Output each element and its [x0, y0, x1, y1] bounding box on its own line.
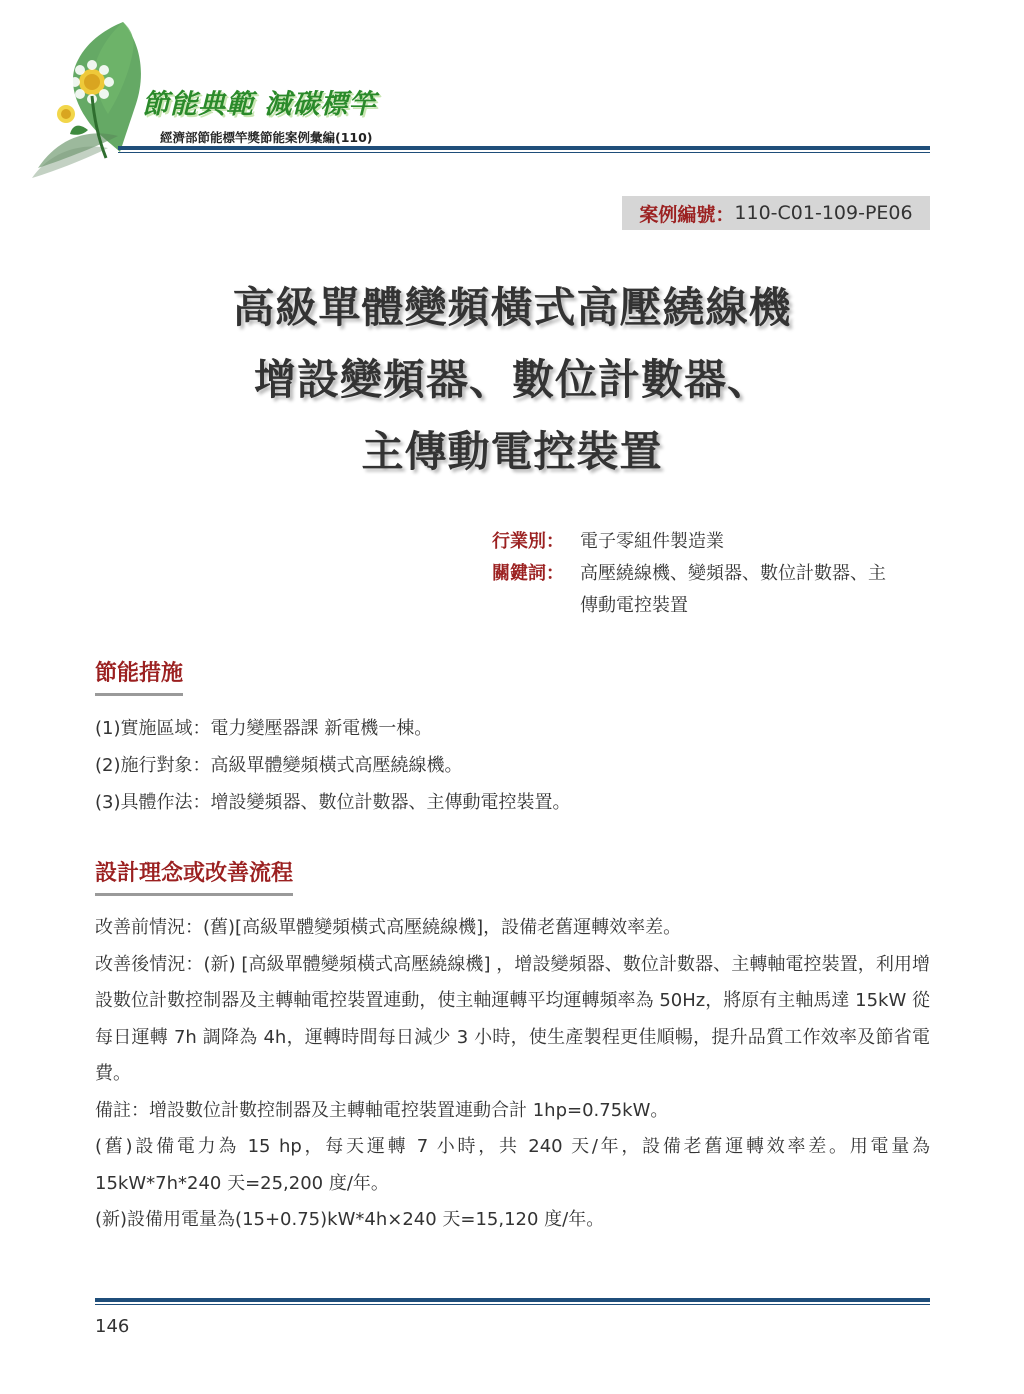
section-heading-measures: 節能措施	[95, 656, 183, 696]
industry-value: 電子零組件製造業	[580, 531, 724, 552]
brand-subtitle: 經濟部節能標竿獎節能案例彙編(110)	[160, 130, 373, 145]
keywords-label: 關鍵詞：	[492, 563, 564, 584]
page-number: 146	[95, 1316, 130, 1337]
title-line-3: 主傳動電控裝置	[361, 427, 663, 476]
list-item: (1)實施區域：電力變壓器課 新電機一棟。	[95, 718, 433, 739]
industry-row	[492, 526, 900, 558]
footer-divider-thin	[95, 1304, 930, 1305]
design-body	[95, 910, 930, 1239]
measures-list	[95, 710, 571, 821]
title-line-2: 增設變頻器、數位計數器、	[253, 355, 770, 404]
brand-title: 節能典範 減碳標竿	[142, 89, 377, 120]
paragraph: (新)設備用電量為(15+0.75)kW*4h×240 天=15,120 度/年。	[95, 1209, 605, 1230]
case-number-label: 案例編號：	[639, 203, 735, 226]
paragraph: 備註：增設數位計數控制器及主轉軸電控裝置連動合計 1hp=0.75kW。	[95, 1099, 669, 1121]
keywords-row	[492, 558, 900, 622]
industry-label: 行業別：	[492, 531, 564, 552]
footer-divider	[95, 1298, 930, 1302]
taiwan-flower-logo	[28, 18, 158, 178]
title-line-1: 高級單體變頻橫式高壓繞線機	[232, 283, 792, 332]
list-item: (2)施行對象：高級單體變頻橫式高壓繞線機。	[95, 755, 463, 776]
case-number-value: 110-C01-109-PE06	[734, 202, 913, 224]
paragraph: 改善後情況：(新) [高級單體變頻橫式高壓繞線機] ，增設變頻器、數位計數器、主轉軸電控裝置，利用增設數位計數控制器及主轉軸電控裝置連動，使主軸運轉平均運轉頻率為 50Hz，將原有主軸馬達 15kW 從每日運轉 7h 調降為 4h，運轉時間每日減少 3 小時，使生產製程更佳順暢，提升品質工作效率及節省電費。	[95, 953, 930, 1084]
page-title	[0, 272, 1024, 488]
case-number-box	[622, 196, 930, 230]
keywords-value: 高壓繞線機、變頻器、數位計數器、主傳動電控裝置	[580, 563, 886, 616]
header-divider-thin	[118, 152, 930, 153]
case-meta	[492, 526, 900, 622]
paragraph: (舊)設備電力為 15 hp，每天運轉 7 小時，共 240 天/年，設備老舊運轉效率差。用電量為 15kW*7h*240 天=25,200 度/年。	[95, 1136, 930, 1194]
header-divider	[118, 146, 930, 150]
paragraph: 改善前情況：(舊)[高級單體變頻橫式高壓繞線機]，設備老舊運轉效率差。	[95, 917, 682, 938]
section-heading-design: 設計理念或改善流程	[95, 856, 293, 896]
list-item: (3)具體作法：增設變頻器、數位計數器、主傳動電控裝置。	[95, 792, 571, 813]
